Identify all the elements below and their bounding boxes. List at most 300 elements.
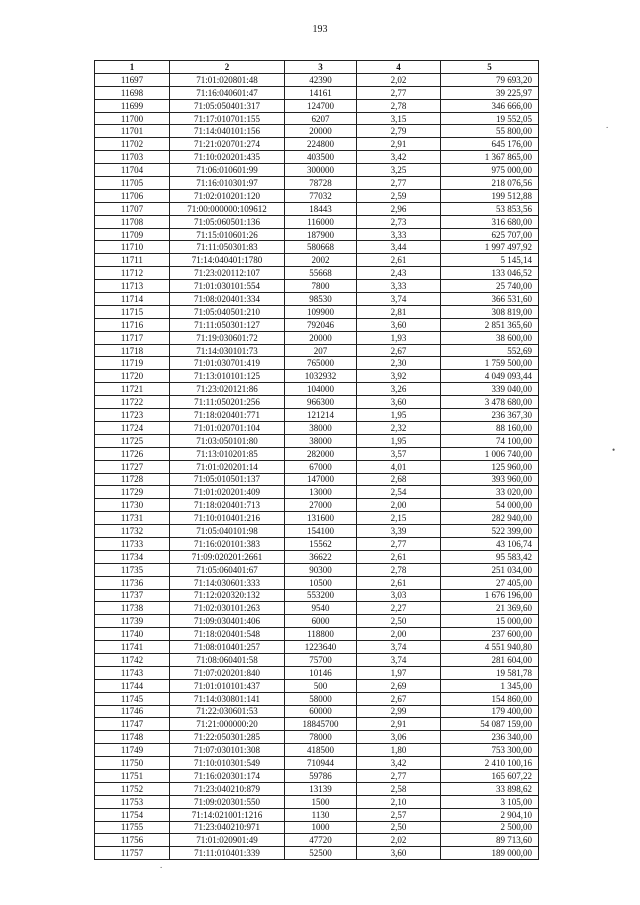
- row-number-cell: 11745: [95, 692, 170, 705]
- value-cell: 4 049 093,44: [441, 370, 539, 383]
- area-cell: 553200: [285, 589, 357, 602]
- cadastral-number-cell: 71:22:050301:285: [170, 731, 285, 744]
- row-number-cell: 11700: [95, 112, 170, 125]
- cadastral-number-cell: 71:19:030601:72: [170, 331, 285, 344]
- row-number-cell: 11701: [95, 125, 170, 138]
- area-cell: 18845700: [285, 718, 357, 731]
- area-cell: 207: [285, 344, 357, 357]
- value-cell: 95 583,42: [441, 550, 539, 563]
- cadastral-number-cell: 71:05:010501:137: [170, 473, 285, 486]
- rate-cell: 2,67: [357, 692, 441, 705]
- value-cell: 236 367,30: [441, 409, 539, 422]
- value-cell: 316 680,00: [441, 215, 539, 228]
- area-cell: 98530: [285, 293, 357, 306]
- row-number-cell: 11705: [95, 177, 170, 190]
- area-cell: 580668: [285, 241, 357, 254]
- table-row: [95, 138, 539, 151]
- area-cell: 403500: [285, 151, 357, 164]
- area-cell: 418500: [285, 744, 357, 757]
- area-cell: 116000: [285, 215, 357, 228]
- table-row: [95, 318, 539, 331]
- rate-cell: 2,50: [357, 615, 441, 628]
- table-row: [95, 73, 539, 86]
- area-cell: 14161: [285, 86, 357, 99]
- value-cell: 339 040,00: [441, 383, 539, 396]
- cadastral-number-cell: 71:01:020701:104: [170, 421, 285, 434]
- row-number-cell: 11742: [95, 653, 170, 666]
- scan-mark: •: [612, 445, 616, 455]
- rate-cell: 2,78: [357, 99, 441, 112]
- row-number-cell: 11717: [95, 331, 170, 344]
- area-cell: 55668: [285, 267, 357, 280]
- row-number-cell: 11711: [95, 254, 170, 267]
- area-cell: 47720: [285, 834, 357, 847]
- rate-cell: 3,92: [357, 370, 441, 383]
- table-row: [95, 718, 539, 731]
- area-cell: 1000: [285, 821, 357, 834]
- value-cell: 89 713,60: [441, 834, 539, 847]
- row-number-cell: 11713: [95, 280, 170, 293]
- area-cell: 9540: [285, 602, 357, 615]
- area-cell: 13139: [285, 782, 357, 795]
- row-number-cell: 11734: [95, 550, 170, 563]
- row-number-cell: 11729: [95, 486, 170, 499]
- table-row: [95, 499, 539, 512]
- rate-cell: 3,25: [357, 164, 441, 177]
- value-cell: 236 340,00: [441, 731, 539, 744]
- rate-cell: 1,80: [357, 744, 441, 757]
- value-cell: 33 020,00: [441, 486, 539, 499]
- table-row: [95, 460, 539, 473]
- table-row: [95, 241, 539, 254]
- table-row: [95, 615, 539, 628]
- area-cell: 118800: [285, 628, 357, 641]
- rate-cell: 1,95: [357, 434, 441, 447]
- row-number-cell: 11706: [95, 189, 170, 202]
- value-cell: 625 707,00: [441, 228, 539, 241]
- table-row: [95, 215, 539, 228]
- cadastral-number-cell: 71:01:020801:48: [170, 73, 285, 86]
- cadastral-number-cell: 71:01:020201:409: [170, 486, 285, 499]
- rate-cell: 2,91: [357, 138, 441, 151]
- row-number-cell: 11737: [95, 589, 170, 602]
- rate-cell: 2,54: [357, 486, 441, 499]
- table-row: [95, 731, 539, 744]
- rate-cell: 2,59: [357, 189, 441, 202]
- table-row: [95, 409, 539, 422]
- row-number-cell: 11731: [95, 512, 170, 525]
- area-cell: 131600: [285, 512, 357, 525]
- area-cell: 20000: [285, 331, 357, 344]
- value-cell: 133 046,52: [441, 267, 539, 280]
- table-row: [95, 808, 539, 821]
- rate-cell: 3,06: [357, 731, 441, 744]
- cadastral-number-cell: 71:13:010201:85: [170, 447, 285, 460]
- cadastral-number-cell: 71:05:060501:136: [170, 215, 285, 228]
- area-cell: 75700: [285, 653, 357, 666]
- area-cell: 18443: [285, 202, 357, 215]
- cadastral-number-cell: 71:23:040210:879: [170, 782, 285, 795]
- table-row: [95, 267, 539, 280]
- area-cell: 792046: [285, 318, 357, 331]
- row-number-cell: 11739: [95, 615, 170, 628]
- row-number-cell: 11712: [95, 267, 170, 280]
- header-row: [95, 61, 539, 74]
- row-number-cell: 11718: [95, 344, 170, 357]
- table-row: [95, 331, 539, 344]
- table-row: [95, 834, 539, 847]
- value-cell: 54 087 159,00: [441, 718, 539, 731]
- area-cell: 109900: [285, 305, 357, 318]
- cadastral-number-cell: 71:02:030101:263: [170, 602, 285, 615]
- row-number-cell: 11708: [95, 215, 170, 228]
- cadastral-number-cell: 71:16:020101:383: [170, 537, 285, 550]
- table-row: [95, 589, 539, 602]
- cadastral-number-cell: 71:11:050201:256: [170, 396, 285, 409]
- area-cell: 10146: [285, 666, 357, 679]
- area-cell: 6000: [285, 615, 357, 628]
- area-cell: 10500: [285, 576, 357, 589]
- row-number-cell: 11757: [95, 847, 170, 860]
- row-number-cell: 11698: [95, 86, 170, 99]
- row-number-cell: 11716: [95, 318, 170, 331]
- area-cell: 20000: [285, 125, 357, 138]
- table-row: [95, 434, 539, 447]
- rate-cell: 1,95: [357, 409, 441, 422]
- rate-cell: 2,96: [357, 202, 441, 215]
- area-cell: 36622: [285, 550, 357, 563]
- area-cell: 60000: [285, 705, 357, 718]
- value-cell: 1 006 740,00: [441, 447, 539, 460]
- area-cell: 147000: [285, 473, 357, 486]
- cadastral-number-cell: 71:22:030601:53: [170, 705, 285, 718]
- value-cell: 165 607,22: [441, 769, 539, 782]
- area-cell: 1130: [285, 808, 357, 821]
- row-number-cell: 11746: [95, 705, 170, 718]
- cadastral-number-cell: 71:23:020121:86: [170, 383, 285, 396]
- rate-cell: 2,99: [357, 705, 441, 718]
- rate-cell: 2,61: [357, 550, 441, 563]
- row-number-cell: 11752: [95, 782, 170, 795]
- table-row: [95, 795, 539, 808]
- rate-cell: 2,02: [357, 73, 441, 86]
- rate-cell: 1,93: [357, 331, 441, 344]
- rate-cell: 3,15: [357, 112, 441, 125]
- rate-cell: 3,57: [357, 447, 441, 460]
- rate-cell: 2,02: [357, 834, 441, 847]
- value-cell: 4 551 940,80: [441, 641, 539, 654]
- value-cell: 39 225,97: [441, 86, 539, 99]
- area-cell: 38000: [285, 421, 357, 434]
- cadastral-number-cell: 71:10:020201:435: [170, 151, 285, 164]
- rate-cell: 3,42: [357, 151, 441, 164]
- table-row: [95, 254, 539, 267]
- area-cell: 7800: [285, 280, 357, 293]
- row-number-cell: 11704: [95, 164, 170, 177]
- value-cell: 74 100,00: [441, 434, 539, 447]
- value-cell: 21 369,60: [441, 602, 539, 615]
- table-row: [95, 447, 539, 460]
- column-header: 3: [285, 61, 357, 74]
- row-number-cell: 11722: [95, 396, 170, 409]
- value-cell: 54 000,00: [441, 499, 539, 512]
- row-number-cell: 11710: [95, 241, 170, 254]
- table-row: [95, 305, 539, 318]
- rate-cell: 3,33: [357, 228, 441, 241]
- value-cell: 308 819,00: [441, 305, 539, 318]
- row-number-cell: 11720: [95, 370, 170, 383]
- value-cell: 393 960,00: [441, 473, 539, 486]
- value-cell: 189 000,00: [441, 847, 539, 860]
- value-cell: 3 478 680,00: [441, 396, 539, 409]
- cadastral-number-cell: 71:11:050301:83: [170, 241, 285, 254]
- rate-cell: 3,74: [357, 293, 441, 306]
- table-row: [95, 383, 539, 396]
- row-number-cell: 11743: [95, 666, 170, 679]
- rate-cell: 2,30: [357, 357, 441, 370]
- rate-cell: 2,61: [357, 254, 441, 267]
- table-row: [95, 550, 539, 563]
- column-header: 5: [441, 61, 539, 74]
- cadastral-number-cell: 71:13:010101:125: [170, 370, 285, 383]
- table-row: [95, 280, 539, 293]
- row-number-cell: 11735: [95, 563, 170, 576]
- row-number-cell: 11709: [95, 228, 170, 241]
- table-row: [95, 151, 539, 164]
- table-row: [95, 357, 539, 370]
- value-cell: 1 367 865,00: [441, 151, 539, 164]
- table-row: [95, 641, 539, 654]
- value-cell: 251 034,00: [441, 563, 539, 576]
- rate-cell: 2,78: [357, 563, 441, 576]
- cadastral-number-cell: 71:14:021001:1216: [170, 808, 285, 821]
- area-cell: 78000: [285, 731, 357, 744]
- area-cell: 6207: [285, 112, 357, 125]
- area-cell: 67000: [285, 460, 357, 473]
- row-number-cell: 11723: [95, 409, 170, 422]
- row-number-cell: 11749: [95, 744, 170, 757]
- rate-cell: 3,44: [357, 241, 441, 254]
- table-row: [95, 125, 539, 138]
- area-cell: 59786: [285, 769, 357, 782]
- row-number-cell: 11719: [95, 357, 170, 370]
- cadastral-number-cell: 71:01:030101:554: [170, 280, 285, 293]
- row-number-cell: 11744: [95, 679, 170, 692]
- value-cell: 38 600,00: [441, 331, 539, 344]
- table-row: [95, 164, 539, 177]
- row-number-cell: 11724: [95, 421, 170, 434]
- table-body: [95, 73, 539, 859]
- rate-cell: 3,60: [357, 396, 441, 409]
- row-number-cell: 11732: [95, 525, 170, 538]
- value-cell: 79 693,20: [441, 73, 539, 86]
- table-row: [95, 782, 539, 795]
- rate-cell: 2,58: [357, 782, 441, 795]
- table-row: [95, 525, 539, 538]
- row-number-cell: 11748: [95, 731, 170, 744]
- cadastral-number-cell: 71:03:050101:80: [170, 434, 285, 447]
- value-cell: 55 800,00: [441, 125, 539, 138]
- cadastral-number-cell: 71:09:020201:2661: [170, 550, 285, 563]
- row-number-cell: 11741: [95, 641, 170, 654]
- rate-cell: 3,33: [357, 280, 441, 293]
- rate-cell: 2,79: [357, 125, 441, 138]
- value-cell: 218 076,56: [441, 177, 539, 190]
- value-cell: 282 940,00: [441, 512, 539, 525]
- value-cell: 2 904,10: [441, 808, 539, 821]
- row-number-cell: 11751: [95, 769, 170, 782]
- rate-cell: 3,26: [357, 383, 441, 396]
- cadastral-number-cell: 71:10:010401:216: [170, 512, 285, 525]
- value-cell: 19 552,05: [441, 112, 539, 125]
- rate-cell: 2,00: [357, 628, 441, 641]
- area-cell: 765000: [285, 357, 357, 370]
- area-cell: 38000: [285, 434, 357, 447]
- value-cell: 346 666,00: [441, 99, 539, 112]
- rate-cell: 3,42: [357, 757, 441, 770]
- cadastral-number-cell: 71:14:030801:141: [170, 692, 285, 705]
- area-cell: 500: [285, 679, 357, 692]
- cadastral-number-cell: 71:05:040501:210: [170, 305, 285, 318]
- area-cell: 42390: [285, 73, 357, 86]
- row-number-cell: 11699: [95, 99, 170, 112]
- column-header: 2: [170, 61, 285, 74]
- area-cell: 90300: [285, 563, 357, 576]
- cadastral-number-cell: 71:08:010401:257: [170, 641, 285, 654]
- rate-cell: 4,01: [357, 460, 441, 473]
- cadastral-number-cell: 71:11:050301:127: [170, 318, 285, 331]
- value-cell: 645 176,00: [441, 138, 539, 151]
- table-row: [95, 692, 539, 705]
- table-row: [95, 628, 539, 641]
- rate-cell: 1,97: [357, 666, 441, 679]
- cadastral-number-cell: 71:14:040101:156: [170, 125, 285, 138]
- cadastral-number-cell: 71:14:030601:333: [170, 576, 285, 589]
- cadastral-number-cell: 71:09:030401:406: [170, 615, 285, 628]
- cadastral-number-cell: 71:23:040210:971: [170, 821, 285, 834]
- value-cell: 2 500,00: [441, 821, 539, 834]
- rate-cell: 2,81: [357, 305, 441, 318]
- area-cell: 224800: [285, 138, 357, 151]
- cadastral-number-cell: 71:18:020401:713: [170, 499, 285, 512]
- cadastral-number-cell: 71:01:020901:49: [170, 834, 285, 847]
- rate-cell: 2,68: [357, 473, 441, 486]
- rate-cell: 2,77: [357, 177, 441, 190]
- row-number-cell: 11753: [95, 795, 170, 808]
- value-cell: 1 676 196,00: [441, 589, 539, 602]
- value-cell: 1 997 497,92: [441, 241, 539, 254]
- rate-cell: 3,60: [357, 847, 441, 860]
- rate-cell: 3,74: [357, 641, 441, 654]
- table-row: [95, 666, 539, 679]
- value-cell: 552,69: [441, 344, 539, 357]
- table-row: [95, 189, 539, 202]
- table-row: [95, 396, 539, 409]
- rate-cell: 3,39: [357, 525, 441, 538]
- table-row: [95, 486, 539, 499]
- area-cell: 187900: [285, 228, 357, 241]
- area-cell: 2002: [285, 254, 357, 267]
- area-cell: 121214: [285, 409, 357, 422]
- table-row: [95, 202, 539, 215]
- cadastral-number-cell: 71:23:020112:107: [170, 267, 285, 280]
- area-cell: 1032932: [285, 370, 357, 383]
- area-cell: 78728: [285, 177, 357, 190]
- table-row: [95, 293, 539, 306]
- area-cell: 104000: [285, 383, 357, 396]
- area-cell: 154100: [285, 525, 357, 538]
- table-row: [95, 847, 539, 860]
- column-header: 1: [95, 61, 170, 74]
- cadastral-number-cell: 71:05:050401:317: [170, 99, 285, 112]
- table-row: [95, 473, 539, 486]
- cadastral-number-cell: 71:01:010101:437: [170, 679, 285, 692]
- rate-cell: 2,77: [357, 769, 441, 782]
- cadastral-number-cell: 71:08:060401:58: [170, 653, 285, 666]
- rate-cell: 2,77: [357, 537, 441, 550]
- row-number-cell: 11736: [95, 576, 170, 589]
- table-row: [95, 370, 539, 383]
- rate-cell: 2,27: [357, 602, 441, 615]
- table-row: [95, 228, 539, 241]
- data-table: [94, 60, 539, 860]
- value-cell: 179 400,00: [441, 705, 539, 718]
- table-row: [95, 421, 539, 434]
- row-number-cell: 11721: [95, 383, 170, 396]
- area-cell: 13000: [285, 486, 357, 499]
- value-cell: 1 759 500,00: [441, 357, 539, 370]
- cadastral-number-cell: 71:15:010601:26: [170, 228, 285, 241]
- area-cell: 77032: [285, 189, 357, 202]
- rate-cell: 3,60: [357, 318, 441, 331]
- table-row: [95, 769, 539, 782]
- cadastral-number-cell: 71:01:030701:419: [170, 357, 285, 370]
- row-number-cell: 11727: [95, 460, 170, 473]
- value-cell: 15 000,00: [441, 615, 539, 628]
- area-cell: 27000: [285, 499, 357, 512]
- table-row: [95, 344, 539, 357]
- table-row: [95, 602, 539, 615]
- value-cell: 199 512,88: [441, 189, 539, 202]
- value-cell: 237 600,00: [441, 628, 539, 641]
- table-row: [95, 757, 539, 770]
- value-cell: 25 740,00: [441, 280, 539, 293]
- row-number-cell: 11755: [95, 821, 170, 834]
- area-cell: 1223640: [285, 641, 357, 654]
- row-number-cell: 11738: [95, 602, 170, 615]
- value-cell: 753 300,00: [441, 744, 539, 757]
- value-cell: 19 581,78: [441, 666, 539, 679]
- row-number-cell: 11707: [95, 202, 170, 215]
- value-cell: 281 604,00: [441, 653, 539, 666]
- row-number-cell: 11756: [95, 834, 170, 847]
- row-number-cell: 11715: [95, 305, 170, 318]
- rate-cell: 2,69: [357, 679, 441, 692]
- row-number-cell: 11697: [95, 73, 170, 86]
- row-number-cell: 11703: [95, 151, 170, 164]
- area-cell: 52500: [285, 847, 357, 860]
- rate-cell: 2,15: [357, 512, 441, 525]
- cadastral-number-cell: 71:09:020301:550: [170, 795, 285, 808]
- table-row: [95, 512, 539, 525]
- row-number-cell: 11726: [95, 447, 170, 460]
- rate-cell: 2,50: [357, 821, 441, 834]
- rate-cell: 2,77: [357, 86, 441, 99]
- rate-cell: 3,03: [357, 589, 441, 602]
- cadastral-number-cell: 71:14:030101:73: [170, 344, 285, 357]
- area-cell: 58000: [285, 692, 357, 705]
- page-number: 193: [312, 24, 328, 35]
